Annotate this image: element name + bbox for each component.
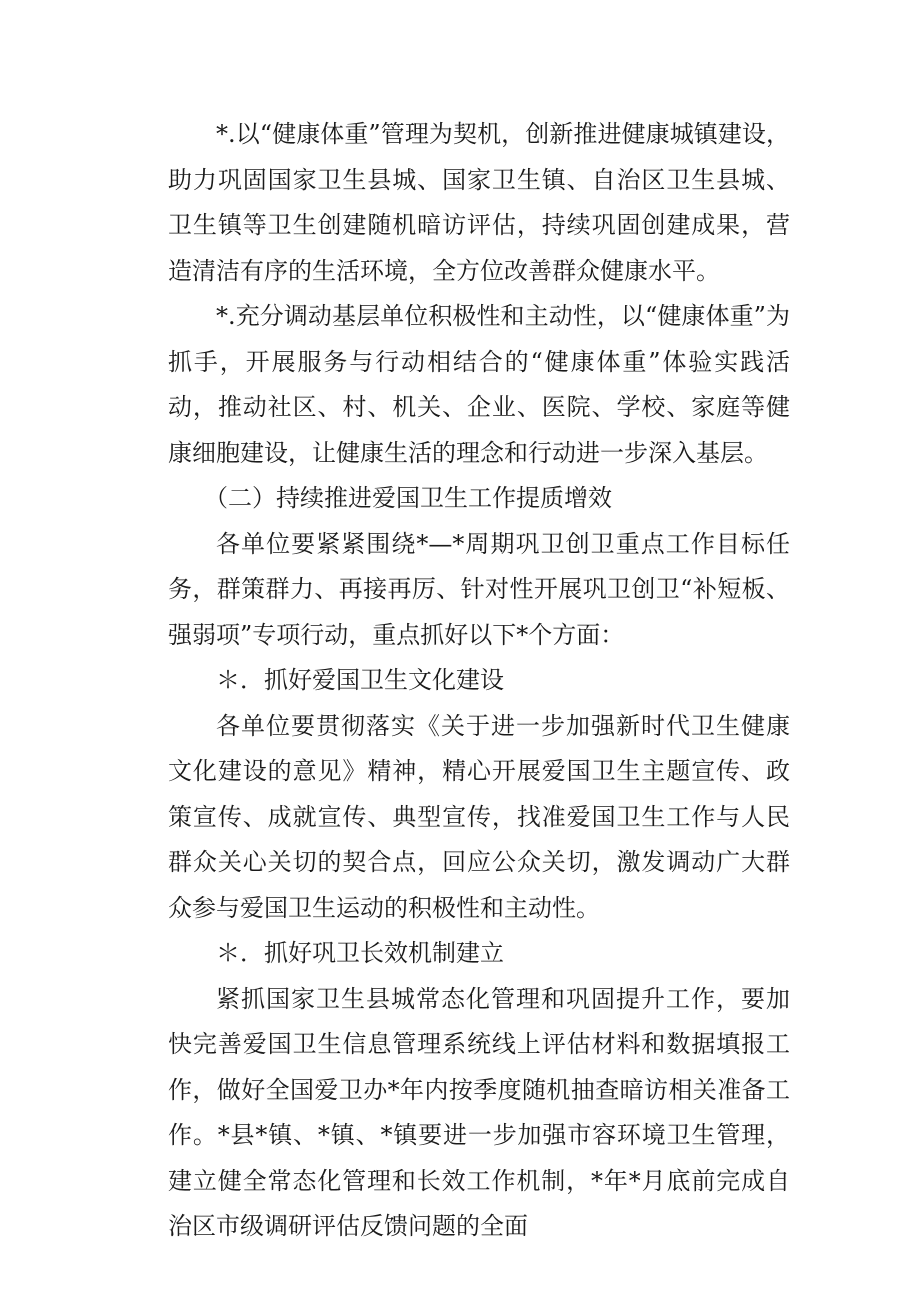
section-heading: （二）持续推进爱国卫生工作提质增效: [204, 484, 612, 512]
paragraph-grassroots: *.充分调动基层单位积极性和主动性，以“健康体重”为抓手，开展服务与行动相结合的“健康体重”体验实践活动，推动社区、村、机关、企业、医院、学校、家庭等健康细胞建设，让健康生活的理念和行动进一步深入基层。: [168, 302, 790, 467]
paragraph-intro: 各单位要紧紧围绕*—*周期巩卫创卫重点工作目标任务，群策群力、再接再厉、针对性开展巩卫创卫“补短板、强弱项”专项行动，重点抓好以下*个方面：: [168, 529, 790, 649]
paragraph-health-town: *.以“健康体重”管理为契机，创新推进健康城镇建设，助力巩固国家卫生县城、国家卫生镇、自治区卫生县城、卫生镇等卫生创建随机暗访评估，持续巩固创建成果，营造清洁有序的生活环境，全方位改善群众健康水平。: [168, 120, 790, 285]
paragraph-culture: 各单位要贯彻落实《关于进一步加强新时代卫生健康文化建设的意见》精神，精心开展爱国卫生主题宣传、政策宣传、成就宣传、典型宣传，找准爱国卫生工作与人民群众关心关切的契合点，回应公众关切，激发调动广大群众参与爱国卫生运动的积极性和主动性。: [168, 711, 790, 922]
document-body: [168, 112, 790, 1250]
subheading-culture: ＊．抓好爱国卫生文化建设: [216, 666, 504, 694]
paragraph-mechanism: 紧抓国家卫生县城常态化管理和巩固提升工作，要加快完善爱国卫生信息管理系统线上评估材料和数据填报工作，做好全国爱卫办*年内按季度随机抽查暗访相关准备工作。*县*镇、*镇、*镇要进一步加强市容环境卫生管理，建立健全常态化管理和长效工作机制，*年*月底前完成自治区市级调研评估反馈问题的全面: [168, 984, 790, 1240]
subheading-mechanism: ＊．抓好巩卫长效机制建立: [216, 939, 504, 967]
